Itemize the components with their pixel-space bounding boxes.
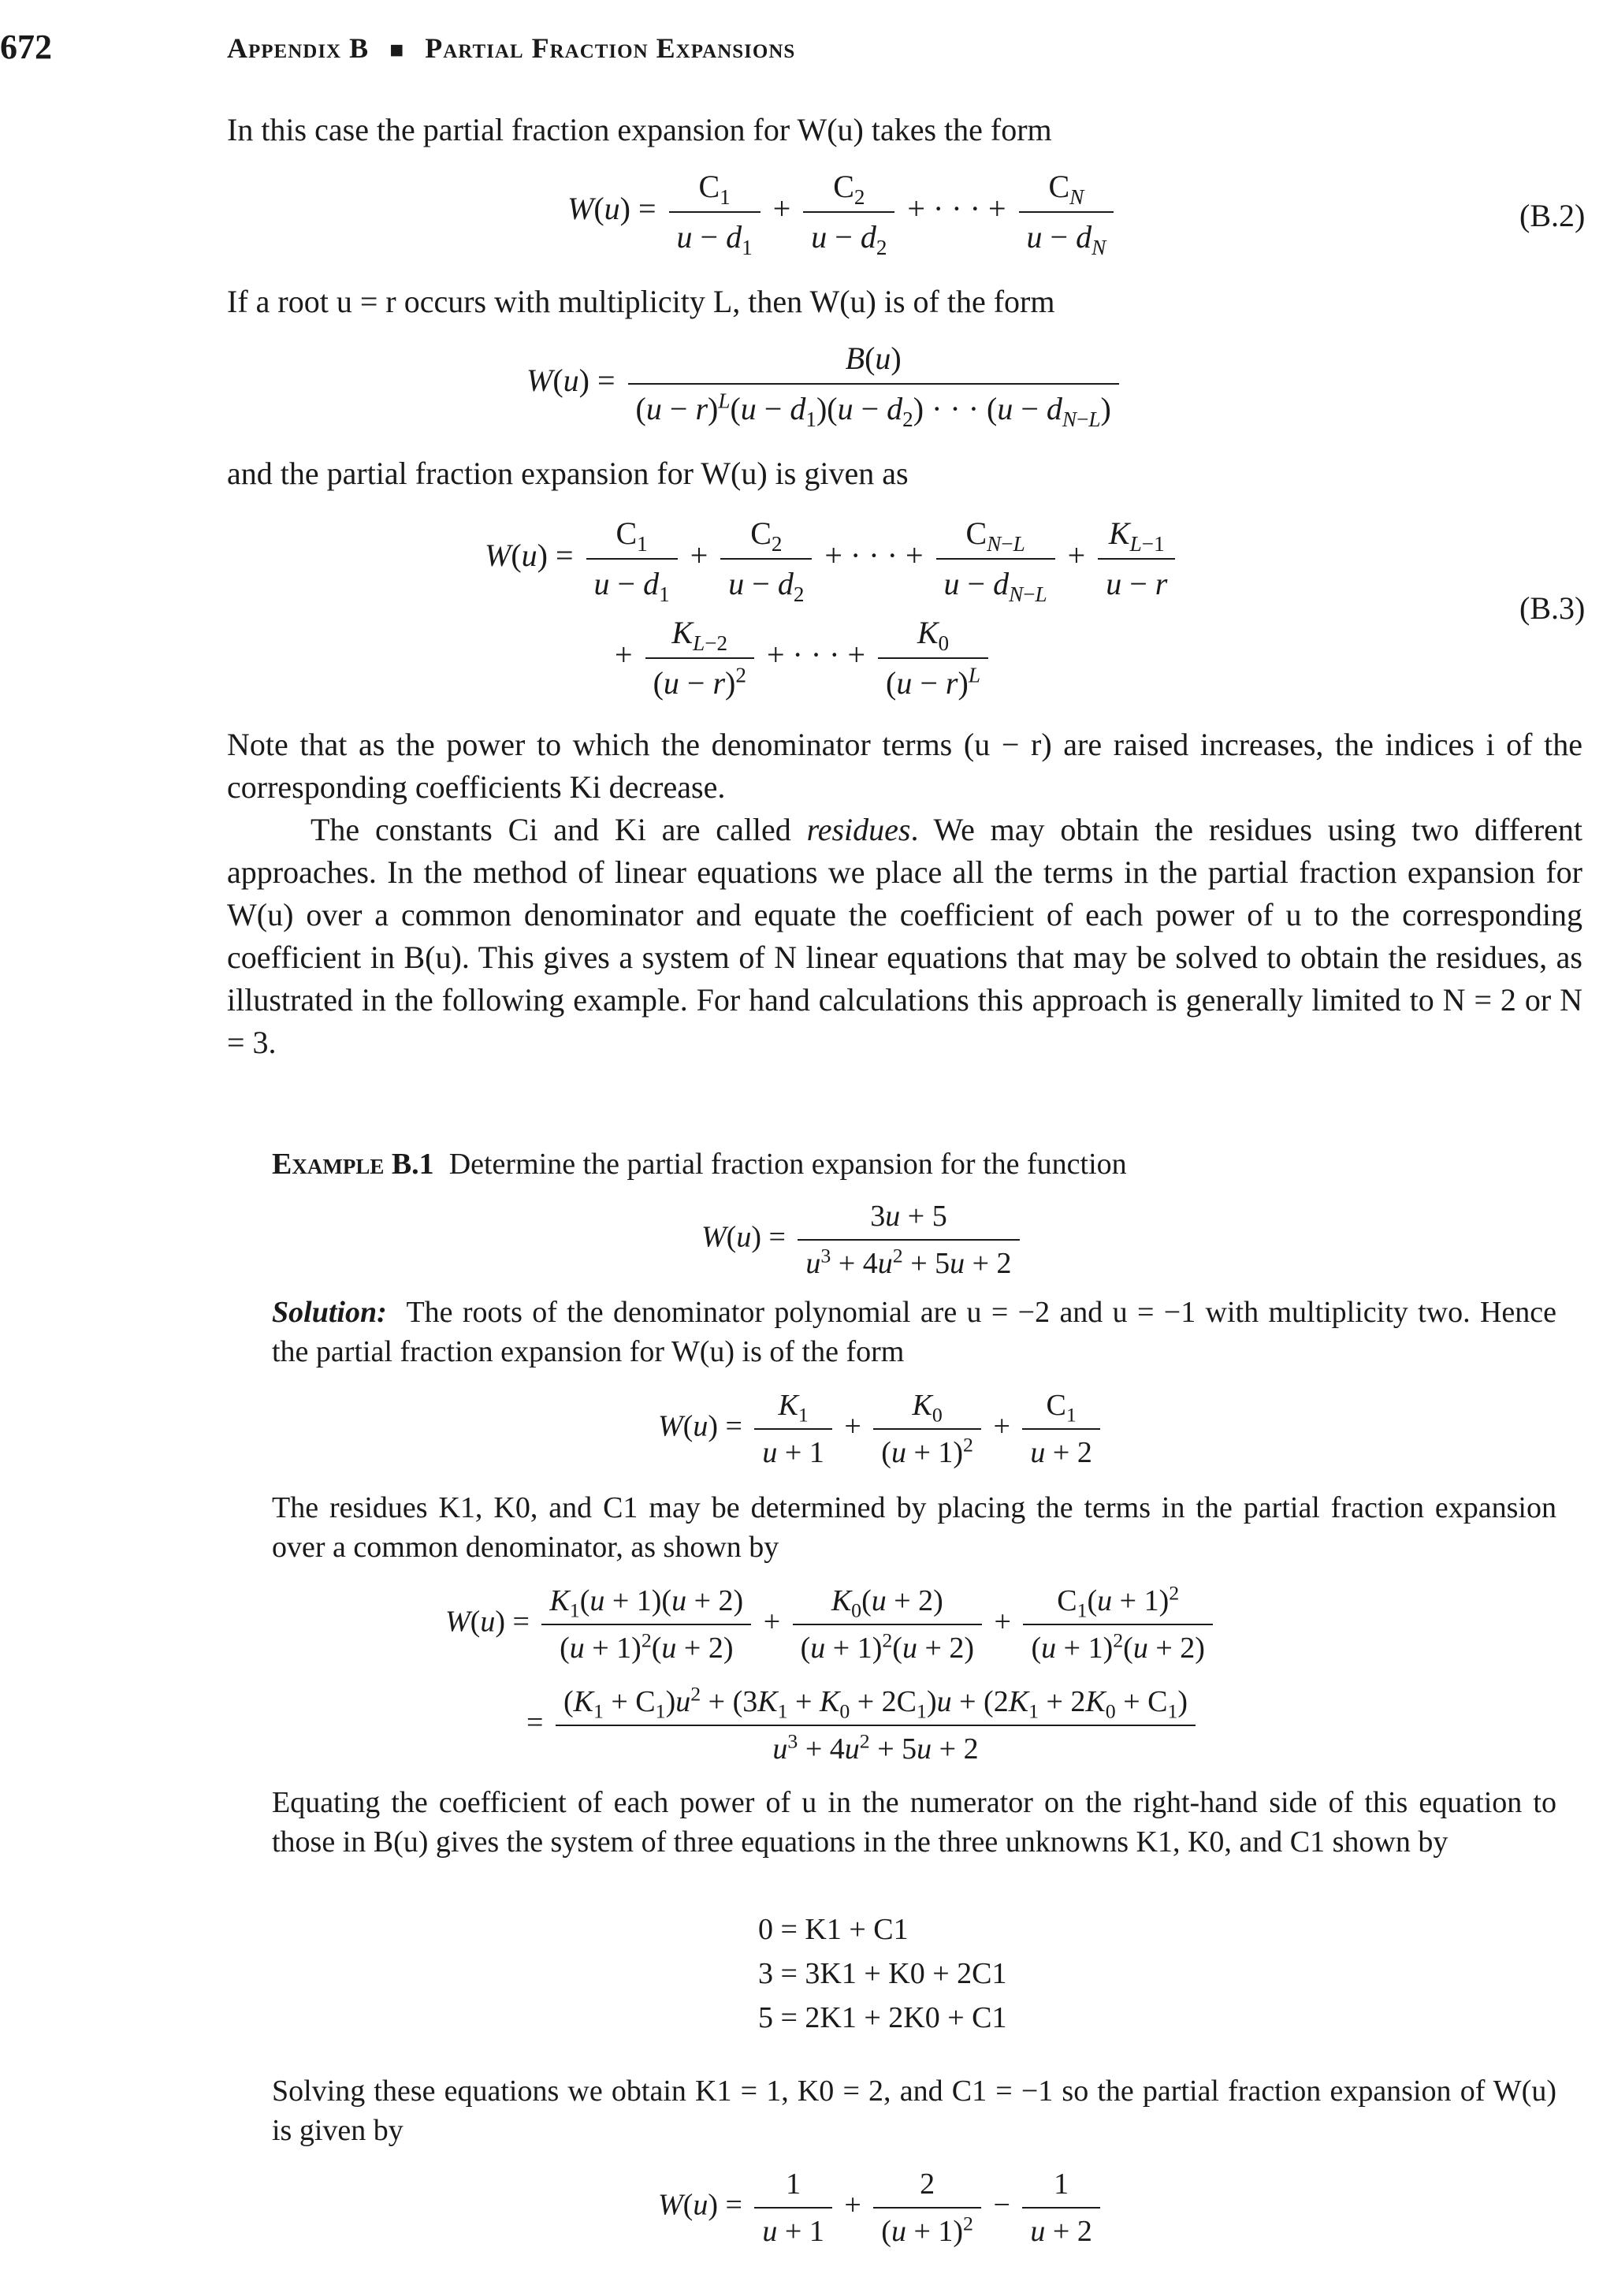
header-separator: ■ [389, 37, 405, 63]
solution-form-equation: W(u) = $\frac{K_1}{u + 1}$ + $\frac{K_0}{(u + 1)^2}$ + $\frac{C_1}{u + 2}$ [658, 1387, 1105, 1471]
residues-text-pre: The constants Ci and Ki are called [311, 812, 807, 847]
residues-paragraph [227, 809, 1582, 1064]
expansion-given-line: and the partial fraction expansion for W(u) is given as [227, 456, 909, 491]
equation-b2: W(u) = $\frac{C_1}{u - d_1}$ + $\frac{C_2}{u - d_2}$ + · · · + $\frac{C_N}{u - d_N}$ [567, 167, 1118, 257]
equation-b3-line1: W(u) = $\frac{C_1}{u - d_1}$ + $\frac{C_2}{u - d_2}$ + · · · + $\frac{C_{N-L}}{u - d_{N-L}}$ + $\frac{K_{L-1}}{u - r}$ [485, 514, 1180, 604]
final-expansion-equation: W(u) = $\frac{1}{u + 1}$ + $\frac{2}{(u + 1)^2}$ − $\frac{1}{u + 2}$ [658, 2166, 1105, 2249]
system-equation: 5 = 2K1 + 2K0 + C1 [758, 2001, 1007, 2034]
system-equation: 3 = 3K1 + K0 + 2C1 [758, 1957, 1007, 1990]
example-statement: Determine the partial fraction expansion for the function [448, 1148, 1127, 1181]
residues-text-post: . We may obtain the residues using two different approaches. In the method of linear equations we place all the terms in the partial fraction expansion for W(u) over a common denominator and equate the coefficient of each power of u to the corresponding coefficient in B(u). This gives a system of N linear equations that may be solved to obtain the residues, as illustrated in the following example. For hand calculations this approach is generally limited to N = 2 or N = 3. [227, 812, 1583, 1060]
residues-common-denominator-text: The residues K1, K0, and C1 may be determined by placing the terms in the partial fraction expansion over a common denominator, as shown by [272, 1491, 1556, 1564]
linear-system [758, 1907, 1007, 2040]
intro-line: In this case the partial fraction expansion for W(u) takes the form [227, 112, 1052, 147]
equation-number-b2: (B.2) [1519, 198, 1586, 233]
example-function-equation: W(u) = $\frac{3u + 5}{u^3 + 4u^2 + 5u + 2}$ [701, 1198, 1025, 1282]
equation-number-b3: (B.3) [1519, 590, 1586, 626]
appendix-label: Appendix B [227, 32, 370, 64]
solution-label: Solution: [272, 1296, 387, 1329]
common-denominator-equation: W(u) = $\frac{K_1(u + 1)(u + 2)}{(u + 1)^2(u + 2)}$ + $\frac{K_0(u + 2)}{(u + 1)^2(u + 2)}$ + $\frac{C_1(u + 1)^2}{(u + 1)^2(u + 2)}$ [445, 1583, 1218, 1666]
multiplicity-line: If a root u = r occurs with multiplicity L, then W(u) is of the form [227, 284, 1055, 319]
residues-term: residues [806, 812, 911, 847]
solution-paragraph [272, 1293, 1556, 1371]
solution-text: The roots of the denominator polynomial are u = −2 and u = −1 with multiplicity two. Hence the partial fraction expansion for W(u) is of the form [272, 1296, 1557, 1368]
running-header [227, 32, 795, 65]
example-label: Example B.1 [272, 1148, 434, 1181]
equation-b3-line2: + $\frac{K_{L-2}}{(u - r)^2}$ + · · · + $\frac{K_0}{(u - r)^L}$ [615, 613, 993, 703]
equating-paragraph: Equating the coefficient of each power of u in the numerator on the right-hand side of this equation to those in B(u) gives the system of three equations in the three unknowns K1, K0, and C1 shown by [272, 1786, 1556, 1859]
combined-numerator-equation: = $\frac{(K_1 + C_1)u^2 + (3K_1 + K_0 + 2C_1)u + (2K_1 + 2K_0 + C_1)}{u^3 + 4u^2 + 5u + 2}$ [526, 1684, 1200, 1767]
solving-paragraph: Solving these equations we obtain K1 = 1, K0 = 2, and C1 = −1 so the partial fraction expansion of W(u) is given by [272, 2075, 1556, 2147]
system-equation: 0 = K1 + C1 [758, 1913, 909, 1946]
example-heading [272, 1144, 1556, 1184]
page-number: 672 [0, 28, 52, 66]
equation-repeated-root: W(u) = $\frac{B(u)}{(u - r)^L(u - d_1)(u - d_2) \cdot \cdot \cdot (u - d_{N-L})}$ [526, 339, 1124, 429]
chapter-title: Partial Fraction Expansions [425, 32, 796, 64]
note-paragraph: Note that as the power to which the denominator terms (u − r) are raised increases, the indices i of the corresponding coefficients Ki decrease. [227, 727, 1582, 805]
